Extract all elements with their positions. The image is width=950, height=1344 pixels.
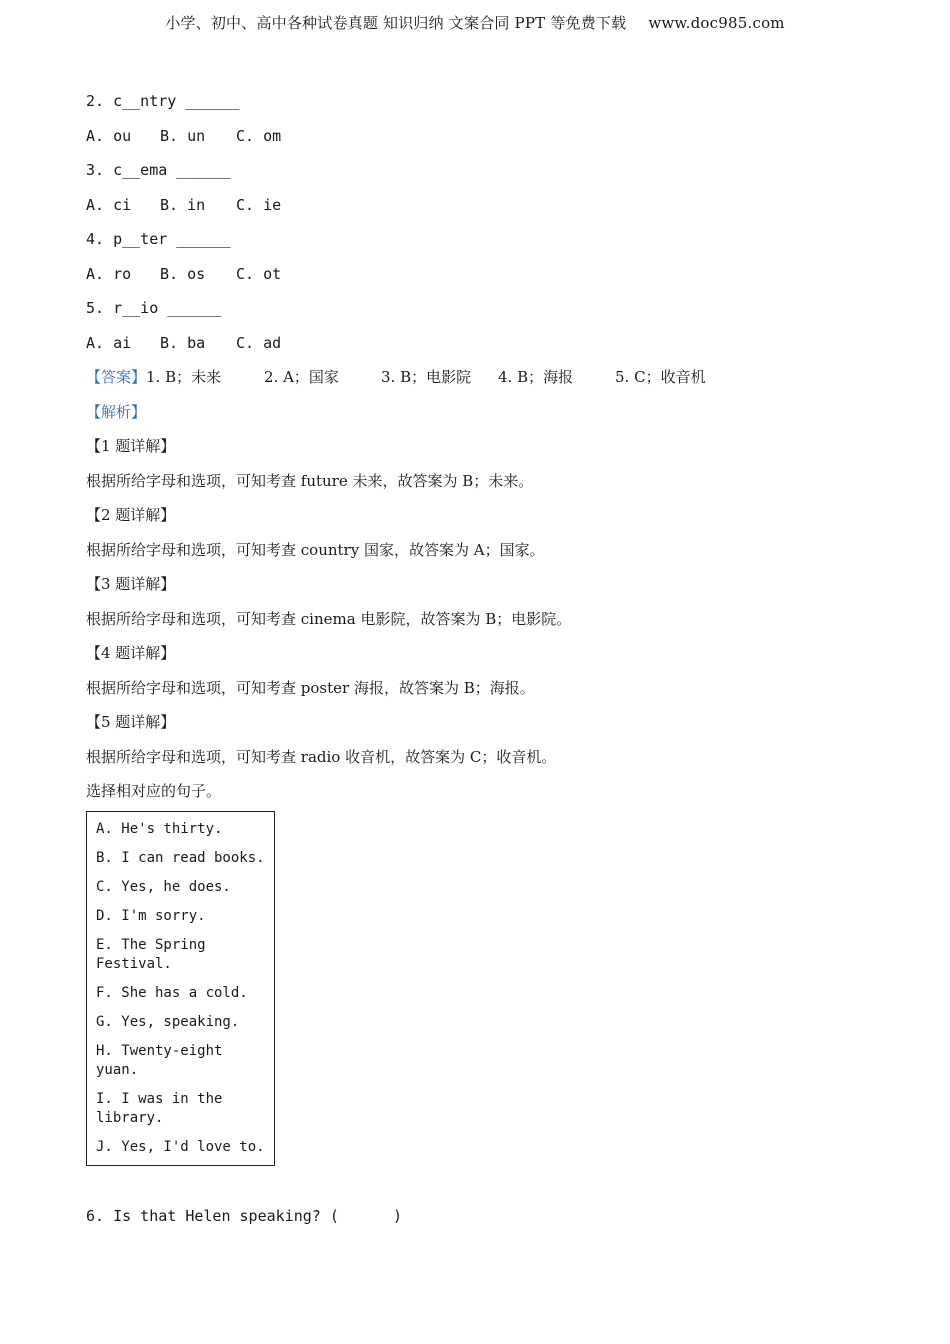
option-a: A. ro — [86, 264, 132, 283]
question-6: 6. Is that Helen speaking? ( ) — [86, 1207, 403, 1225]
detail-title: 【4 题详解】 — [86, 644, 176, 662]
choice-item: D. I'm sorry. — [96, 908, 206, 924]
question-options — [86, 263, 866, 298]
detail-text: 根据所给字母和选项，可知考查 poster 海报，故答案为 B；海报。 — [86, 678, 535, 697]
page-header — [0, 12, 950, 33]
choice-item: I. I was in the library. — [96, 1091, 231, 1126]
option-b: B. ba — [160, 333, 206, 352]
option-c: C. ot — [236, 264, 282, 283]
detail-text: 根据所给字母和选项，可知考查 future 未来，故答案为 B；未来。 — [86, 471, 534, 490]
document-body — [86, 90, 866, 815]
header-site-link[interactable]: www.doc985.com — [648, 14, 785, 32]
option-b: B. un — [160, 126, 206, 145]
analysis-label: 【解析】 — [86, 402, 147, 421]
detail-text: 根据所给字母和选项，可知考查 cinema 电影院，故答案为 B；电影院。 — [86, 609, 572, 628]
header-text: 小学、初中、高中各种试卷真题 知识归纳 文案合同 PPT 等免费下载 — [165, 14, 627, 32]
question-options — [86, 194, 866, 229]
detail-text: 根据所给字母和选项，可知考查 radio 收音机，故答案为 C；收音机。 — [86, 747, 557, 766]
answer-item: 5. C；收音机 — [615, 368, 706, 386]
option-b: B. in — [160, 195, 206, 214]
choice-box — [86, 811, 275, 1166]
question-options — [86, 332, 866, 367]
choice-item: C. Yes, he does. — [96, 879, 231, 895]
detail-text: 根据所给字母和选项，可知考查 country 国家，故答案为 A；国家。 — [86, 540, 545, 559]
question-stem: 3. c__ema ______ — [86, 161, 231, 179]
option-c: C. ad — [236, 333, 282, 352]
option-a: A. ai — [86, 333, 132, 352]
detail-title: 【1 题详解】 — [86, 437, 176, 455]
option-a: A. ci — [86, 195, 132, 214]
detail-title: 【2 题详解】 — [86, 506, 176, 524]
question-stem: 2. c__ntry ______ — [86, 92, 240, 110]
answer-item: 1. B；未来 — [146, 368, 222, 386]
detail-title: 【3 题详解】 — [86, 575, 176, 593]
answer-item: 4. B；海报 — [498, 368, 574, 386]
question-options — [86, 125, 866, 160]
option-b: B. os — [160, 264, 206, 283]
choice-item: H. Twenty-eight yuan. — [96, 1043, 231, 1078]
answer-label: 【答案】 — [86, 368, 147, 386]
choice-item: F. She has a cold. — [96, 985, 248, 1001]
choice-item: B. I can read books. — [96, 850, 265, 866]
answer-item: 3. B；电影院 — [381, 368, 472, 386]
option-c: C. om — [236, 126, 282, 145]
option-c: C. ie — [236, 195, 282, 214]
section-instruction: 选择相对应的句子。 — [86, 782, 222, 800]
answer-item: 2. A；国家 — [264, 368, 339, 386]
answer-line — [86, 366, 866, 401]
question-stem: 5. r__io ______ — [86, 299, 222, 317]
choice-item: J. Yes, I'd love to. — [96, 1139, 265, 1155]
choice-item: A. He's thirty. — [96, 821, 223, 837]
option-a: A. ou — [86, 126, 132, 145]
question-stem: 4. p__ter ______ — [86, 230, 231, 248]
choice-item: G. Yes, speaking. — [96, 1014, 240, 1030]
detail-title: 【5 题详解】 — [86, 713, 176, 731]
choice-item: E. The Spring Festival. — [96, 937, 215, 972]
